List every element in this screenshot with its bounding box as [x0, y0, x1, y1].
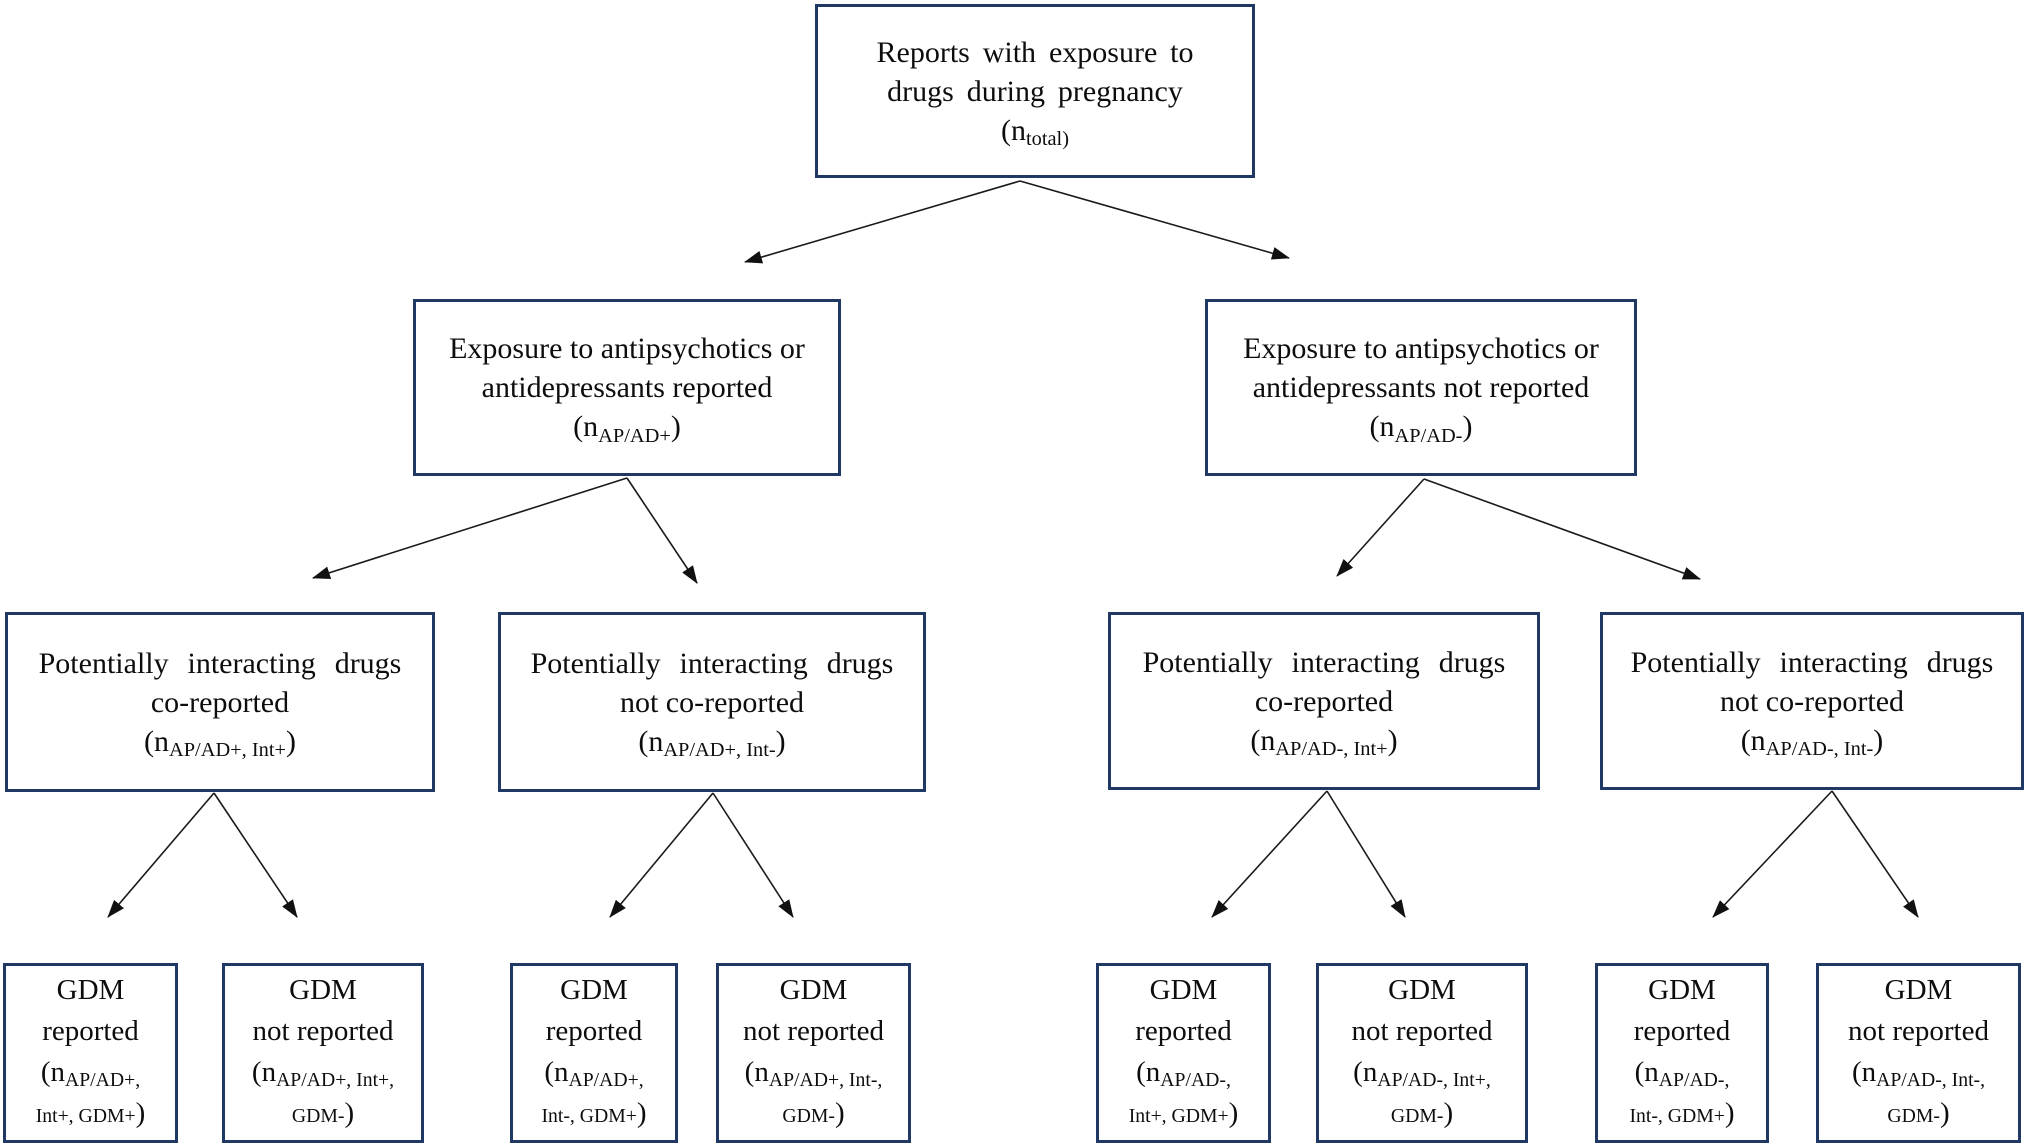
node-gdm-reported-apadneg-intpos — [1096, 963, 1271, 1143]
node-text-line: Potentially interacting drugs — [1142, 645, 1506, 679]
formula-n: (n — [1250, 723, 1276, 757]
formula-subscript: AP/AD-, — [1160, 1069, 1231, 1092]
node-formula-continued — [292, 1093, 354, 1137]
formula-subscript: GDM- — [782, 1104, 835, 1127]
formula-close: ) — [1939, 1096, 1950, 1129]
node-int-coreported-apadneg — [1108, 612, 1540, 790]
formula-n: (n — [544, 1055, 569, 1088]
node-formula-continued — [36, 1093, 146, 1137]
formula-subscript: AP/AD-, Int+ — [1275, 738, 1388, 761]
node-formula-continued — [1391, 1093, 1453, 1137]
formula-n: (n — [1369, 410, 1395, 443]
node-text-line: co-reported — [150, 685, 290, 719]
formula-close: ) — [1443, 1096, 1454, 1129]
formula-n: (n — [1851, 1055, 1877, 1088]
node-formula — [745, 1052, 883, 1093]
formula-n: (n — [40, 1055, 65, 1088]
arrow-apadneg-to-int-coreported — [1337, 479, 1424, 576]
formula-subscript: Int-, GDM+ — [541, 1104, 637, 1127]
arrow-intnegB-to-gdm-reported — [610, 793, 713, 917]
formula-n: (n — [1000, 113, 1026, 147]
node-text-line: drugs during pregnancy — [887, 74, 1183, 108]
node-gdm-not-reported-apadneg-intpos — [1316, 963, 1528, 1143]
node-formula-continued — [1129, 1093, 1239, 1137]
node-formula-continued — [782, 1093, 844, 1137]
arrow-root-to-apad-not-reported — [1020, 181, 1289, 258]
formula-n: (n — [1136, 1055, 1161, 1088]
formula-n: (n — [573, 410, 599, 443]
formula-subscript: AP/AD-, Int- — [1765, 738, 1874, 761]
node-text-line: GDM — [560, 973, 628, 1006]
node-apad-not-reported — [1205, 299, 1637, 476]
node-text-line: not reported — [1351, 1014, 1493, 1047]
formula-subscript: total) — [1025, 128, 1070, 151]
node-text-line: not co-reported — [1719, 684, 1905, 718]
formula-close: ) — [1873, 723, 1884, 757]
formula-subscript: GDM- — [1887, 1104, 1940, 1127]
formula-subscript: AP/AD+, Int-, — [768, 1069, 883, 1092]
node-formula — [1001, 111, 1069, 150]
node-text-line: GDM — [56, 973, 125, 1006]
node-apad-reported — [413, 299, 841, 476]
node-text-line: reported — [1135, 1014, 1232, 1047]
node-text-line: GDM — [1149, 973, 1218, 1006]
node-text-line: Reports with exposure to — [876, 35, 1194, 69]
node-text-line: GDM — [779, 973, 848, 1006]
formula-close: ) — [636, 1096, 647, 1129]
node-text-line: antidepressants reported — [481, 371, 773, 404]
node-gdm-not-reported-apadneg-intneg — [1816, 963, 2021, 1143]
formula-close: ) — [670, 410, 681, 443]
formula-subscript: AP/AD+, Int+ — [168, 739, 287, 762]
node-gdm-reported-apadneg-intneg — [1595, 963, 1769, 1143]
node-text-line: Exposure to antipsychotics or — [1243, 332, 1599, 365]
formula-close: ) — [1724, 1096, 1735, 1129]
arrow-intnegB-to-gdm-not-reported — [713, 793, 793, 917]
node-text-line: not reported — [1848, 1014, 1989, 1047]
arrow-apadpos-to-int-not-coreported — [627, 478, 697, 583]
node-formula — [573, 407, 681, 446]
node-reports-total — [815, 4, 1255, 178]
node-text-line: Potentially interacting drugs — [530, 646, 894, 680]
node-formula — [1250, 721, 1397, 760]
arrow-apadpos-to-int-coreported — [313, 478, 627, 578]
formula-subscript: AP/AD+, Int- — [663, 739, 776, 762]
node-formula — [1370, 407, 1473, 446]
formula-subscript: Int+, GDM+ — [35, 1104, 136, 1127]
arrow-root-to-apad-reported — [745, 181, 1020, 262]
node-int-not-coreported-apadpos — [498, 612, 926, 792]
node-text-line: GDM — [1884, 973, 1953, 1006]
node-formula-continued — [541, 1093, 646, 1137]
formula-subscript: AP/AD+ — [598, 424, 671, 447]
node-gdm-not-reported-apadpos-intneg — [716, 963, 911, 1143]
formula-close: ) — [1462, 410, 1473, 443]
formula-n: (n — [251, 1055, 277, 1088]
formula-n: (n — [1740, 723, 1766, 757]
node-gdm-reported-apadpos-intpos — [3, 963, 178, 1143]
node-text-line: Potentially interacting drugs — [38, 646, 402, 680]
formula-subscript: GDM- — [291, 1104, 345, 1127]
node-formula — [1353, 1052, 1491, 1093]
node-gdm-reported-apadpos-intneg — [510, 963, 678, 1143]
formula-subscript: Int-, GDM+ — [1629, 1104, 1725, 1127]
arrow-intnegD-to-gdm-reported — [1713, 791, 1832, 917]
node-int-coreported-apadpos — [5, 612, 435, 792]
formula-subscript: AP/AD-, Int+, — [1377, 1069, 1491, 1092]
formula-n: (n — [1353, 1055, 1378, 1088]
formula-close: ) — [775, 724, 786, 758]
node-text-line: not co-reported — [619, 685, 805, 719]
formula-subscript: AP/AD+, Int+, — [276, 1069, 395, 1092]
formula-n: (n — [744, 1055, 769, 1088]
formula-close: ) — [1387, 723, 1398, 757]
formula-subscript: AP/AD-, Int-, — [1876, 1069, 1986, 1092]
node-formula — [638, 722, 785, 761]
node-text-line: GDM — [289, 973, 357, 1006]
node-formula — [1635, 1052, 1730, 1093]
formula-n: (n — [1634, 1055, 1659, 1088]
node-text-line: GDM — [1388, 973, 1456, 1006]
node-formula — [252, 1052, 394, 1093]
node-text-line: GDM — [1648, 973, 1716, 1006]
arrow-intposC-to-gdm-not-reported — [1327, 791, 1405, 917]
formula-subscript: AP/AD+, — [568, 1069, 644, 1092]
formula-close: ) — [1228, 1096, 1239, 1129]
node-text-line: reported — [1633, 1014, 1731, 1047]
node-text-line: Exposure to antipsychotics or — [449, 332, 805, 365]
formula-subscript: AP/AD- — [1394, 424, 1463, 447]
formula-subscript: AP/AD-, — [1658, 1069, 1730, 1092]
node-text-line: reported — [42, 1014, 139, 1047]
node-formula — [41, 1052, 140, 1093]
formula-close: ) — [135, 1096, 146, 1129]
node-gdm-not-reported-apadpos-intpos — [222, 963, 424, 1143]
node-text-line: not reported — [743, 1014, 884, 1047]
node-text-line: reported — [545, 1014, 643, 1047]
arrow-apadneg-to-int-not-coreported — [1424, 479, 1700, 579]
arrow-intposA-to-gdm-not-reported — [214, 793, 297, 917]
node-formula-continued — [1887, 1093, 1949, 1137]
node-formula — [1852, 1052, 1985, 1093]
node-formula — [544, 1052, 643, 1093]
arrow-intposA-to-gdm-reported — [108, 793, 214, 917]
node-formula — [144, 722, 296, 761]
node-formula — [1741, 721, 1884, 760]
node-text-line: antidepressants not reported — [1252, 371, 1590, 404]
node-formula-continued — [1629, 1093, 1734, 1137]
formula-subscript: GDM- — [1390, 1104, 1444, 1127]
formula-close: ) — [834, 1096, 845, 1129]
formula-close: ) — [344, 1096, 355, 1129]
node-text-line: co-reported — [1254, 684, 1394, 718]
node-text-line: Potentially interacting drugs — [1630, 645, 1994, 679]
node-text-line: not reported — [252, 1014, 394, 1047]
node-int-not-coreported-apadneg — [1600, 612, 2024, 790]
formula-n: (n — [143, 724, 169, 758]
formula-subscript: AP/AD+, — [65, 1069, 141, 1092]
arrow-intnegD-to-gdm-not-reported — [1832, 791, 1918, 917]
formula-n: (n — [638, 724, 664, 758]
formula-subscript: Int+, GDM+ — [1128, 1104, 1229, 1127]
formula-close: ) — [286, 724, 297, 758]
node-formula — [1136, 1052, 1231, 1093]
arrow-intposC-to-gdm-reported — [1212, 791, 1327, 917]
